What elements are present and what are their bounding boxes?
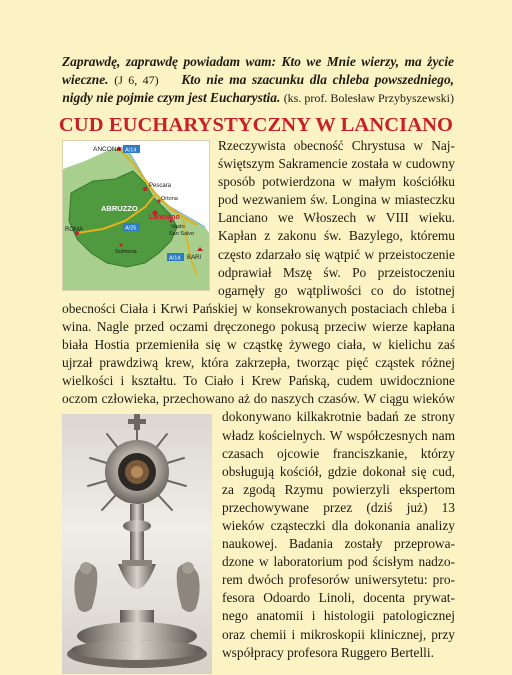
- map-label-bari: BARI: [187, 255, 202, 261]
- quote-scripture-ref: (J 6, 47): [114, 72, 159, 87]
- article-text-continued: W ciągu wieków dokonywano kilkakrotnie badań ze strony władz kościelnych. W współczesnych nam czasach ojcowie franciszkanie, którzy obsługują kościół, gdzie dokonał się cud, za zgodą Rzymu powierzyli ekspertom przechowywane przez (dziś już) 13 wieków cząsteczki dla dokonania analizy naukowej. Badania zostały przeprowadzone w laboratorium pod ścisłym nadzorem dwóch profesorów uniwersytetu: profesora Odoardo Linoli, docenta prywatnego anatomii i histologii patologicznej oraz chemii i mikroskopii klinicznej, przy współpracy profesora Ruggero Bertelli.: [222, 391, 455, 660]
- quote-priest-ref: (ks. prof. Bolesław Przybyszewski): [283, 91, 454, 106]
- opening-quote: [62, 53, 454, 108]
- map-label-san-salvo: San Salvo: [169, 231, 195, 237]
- map-label-roma: ROMA: [65, 227, 83, 233]
- map-label-pescara: Pescara: [149, 183, 172, 189]
- map-label-a25: A/25: [125, 225, 137, 232]
- map-svg: [63, 141, 209, 290]
- map-label-lanciano: Lanciano: [149, 214, 180, 221]
- map-label-vasto: Vasto: [171, 224, 185, 230]
- monstrance-photo: [62, 414, 212, 674]
- map-label-ortona: Ortona: [161, 196, 178, 202]
- map-label-a14-bottom: A/14: [169, 255, 181, 262]
- map-label-sulmona: Sulmona: [115, 249, 137, 255]
- article: [62, 137, 455, 674]
- article-text: Rzeczywista obecność Chrystusa w Najświętszym Sakramencie została w cudowny sposób potwierdzona w małym kościółku pod wezwaniem św. Longina w miasteczku Lanciano we Włoszech w VIII wieku. Kapłan z zakonu św. Bazylego, któremu często zdarzało się wątpić w przeistoczenie odprawiał Mszę św. Po przeistoczeniu ogarnęły go wątpliwości co do istotnej obecności Ciała i Krwi Pańskiej w konsekrowanych postaciach chleba i wina. Nagle przed oczami dręczonego pokusą przeciw wierze kapłana biała Hostia przemieniła się w cząstkę żywego ciała, w kielichu zaś ujrzał prawdziwą krew, która zakrzepła, tworząc pięć cząstek różnej wielkości i kształtu. To Ciało i Krew Pańską, cudem uwidocznione oczom człowieka, przechowano aż do naszych czasów. W ciągu wieków dokonywano kilkakrotnie badań ze strony władz kościelnych. W współczesnych nam czasach ojcowie franciszkanie, którzy obsługują kościół, gdzie dokonał się cud, za zgodą Rzymu powierzyli ekspertom przechowywane przez (dziś już) 13 wieków cząsteczki dla dokonania analizy naukowej. Badania zostały przeprowadzone w laboratorium pod ścisłym nadzorem dwóch profesorów uniwersytetu: profesora Odoardo Linoli, docenta prywatnego anatomii i histologii patologicznej oraz chemii i mikroskopii klinicznej, przy współpracy profesora Ruggero Bertelli.: [62, 137, 455, 662]
- abruzzo-map: [62, 140, 210, 291]
- map-label-ancona: ANCONA: [93, 146, 121, 153]
- page-title: CUD EUCHARYSTYCZNY W LANCIANO: [58, 114, 454, 136]
- monstrance-illustration: [62, 414, 212, 674]
- map-label-a14-top: A/14: [125, 147, 137, 154]
- quote-scripture: Zaprawdę, zaprawdę powiadam wam: Kto we Mnie wierzy, ma życie wieczne.: [62, 54, 454, 87]
- map-label-abruzzo: ABRUZZO: [101, 204, 138, 213]
- quote-priest: Kto nie ma szacunku dla chleba powszedniego, nigdy nie pojmie czym jest Eucharystia.: [62, 71, 454, 106]
